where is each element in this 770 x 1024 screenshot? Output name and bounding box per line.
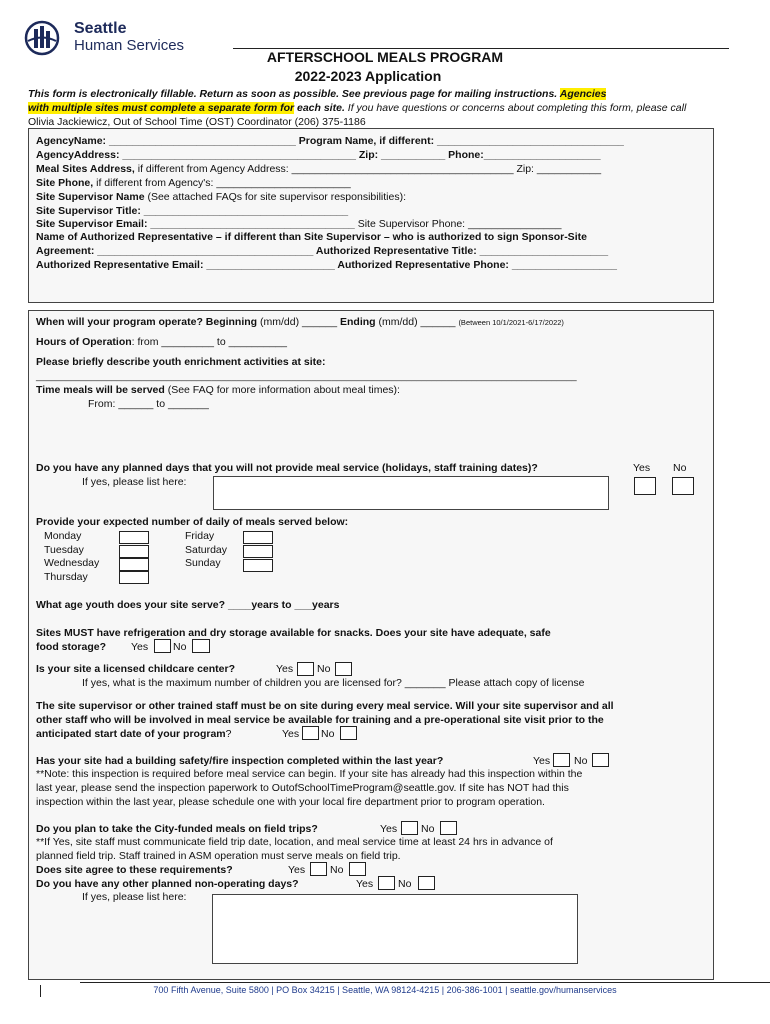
licensed-no-label: No (317, 663, 331, 675)
authorized-rep-field[interactable]: Agreement: _____________________________________ Authorized Representative Title: ______________________ (36, 245, 609, 257)
form-subtitle: 2022-2023 Application (294, 68, 442, 84)
activities-input-line[interactable]: ____________________________________________________________________________________________________________ (36, 371, 577, 381)
fire-inspection-no-checkbox[interactable] (592, 753, 609, 767)
form-title: AFTERSCHOOL MEALS PROGRAM (266, 49, 504, 65)
storage-no-label: No (173, 641, 187, 653)
field-trip-no-label: No (421, 823, 435, 835)
site-supervisor-name-field[interactable]: Site Supervisor Name (See attached FAQs for site supervisor responsibilities): (36, 191, 406, 203)
footer-rule (80, 982, 770, 983)
activities-label: Please briefly describe youth enrichment activities at site: (36, 356, 326, 368)
field-trip-note-1: **If Yes, site staff must communicate field trip date, location, and meal service time at least 24 hrs in advance of (36, 836, 553, 848)
logo-line2: Human Services (74, 37, 185, 54)
licensed-yes-checkbox[interactable] (297, 662, 314, 676)
storage-yes-label: Yes (131, 641, 149, 653)
staff-training-no-checkbox[interactable] (340, 726, 357, 740)
hours-of-operation-field[interactable]: Hours of Operation: from _________ to __________ (36, 336, 287, 348)
field-trip-yes-checkbox[interactable] (401, 821, 418, 835)
storage-yes-checkbox[interactable] (154, 639, 171, 653)
agree-no-label: No (330, 864, 344, 876)
non-operating-no-checkbox[interactable] (418, 876, 435, 890)
field-trip-no-checkbox[interactable] (440, 821, 457, 835)
authorized-rep-contact-field[interactable]: Authorized Representative Email: ______________________ Authorized Representative Phone: __________________ (36, 259, 617, 271)
storage-question: Sites MUST have refrigeration and dry storage available for snacks. Does your site have adequate, safe (36, 627, 551, 639)
fire-inspection-note-3: inspection within the last year, please schedule one with your local fire department prior to program operation. (36, 796, 545, 808)
site-supervisor-contact-field[interactable]: Site Supervisor Email: ___________________________________ Site Supervisor Phone: ________________ (36, 218, 562, 230)
site-supervisor-title-field[interactable]: Site Supervisor Title: ___________________________________ (36, 205, 349, 217)
thursday-label: Thursday (44, 571, 88, 583)
intro-paragraph: This form is electronically fillable. Return as soon as possible. See previous page for mailing instructions. Agencies with multiple sites must complete a separate form for each site. If you have questions or concerns about completing this form, please call Olivia Jackiewicz, Out of School Time (OST) Coordinator (206) 375-1186 (28, 88, 687, 128)
monday-label: Monday (44, 530, 82, 542)
non-operating-days-question: Do you have any other planned non-operating days? (36, 878, 299, 890)
fire-inspection-no-label: No (574, 755, 588, 767)
planned-closure-yes-checkbox[interactable] (634, 477, 656, 495)
storage-no-checkbox[interactable] (192, 639, 210, 653)
agree-requirements-question: Does site agree to these requirements? (36, 864, 233, 876)
planned-closure-yes-label: Yes (633, 462, 651, 474)
licensed-question: Is your site a licensed childcare center? (36, 663, 236, 675)
monday-meals-input[interactable] (119, 531, 149, 544)
field-trip-question: Do you plan to take the City-funded meals on field trips? (36, 823, 318, 835)
fire-inspection-yes-label: Yes (533, 755, 551, 767)
non-operating-yes-checkbox[interactable] (378, 876, 395, 890)
agree-yes-label: Yes (288, 864, 306, 876)
planned-closure-list-label: If yes, please list here: (82, 476, 187, 488)
licensed-capacity-field[interactable]: If yes, what is the maximum number of children you are licensed for? _______ Please attach copy of license (82, 677, 585, 689)
planned-closure-no-checkbox[interactable] (672, 477, 694, 495)
meal-times-label: Time meals will be served (See FAQ for more information about meal times): (36, 384, 400, 396)
licensed-no-checkbox[interactable] (335, 662, 352, 676)
logo-line1: Seattle (74, 20, 127, 37)
staff-training-yes-checkbox[interactable] (302, 726, 319, 740)
fire-inspection-yes-checkbox[interactable] (553, 753, 570, 767)
agency-address-field[interactable]: AgencyAddress: ________________________________________ Zip: ___________ Phone:____________________ (36, 149, 601, 161)
storage-question-cont: food storage? (36, 641, 106, 653)
fire-inspection-note-1: **Note: this inspection is required before meal service can begin. If your site has already had this inspection within the (36, 768, 583, 780)
non-operating-no-label: No (398, 878, 412, 890)
staff-training-question-3: anticipated start date of your program? (36, 728, 232, 740)
staff-training-question: The site supervisor or other trained staff must be on site during every meal service. Will your site supervisor and all (36, 700, 614, 712)
sunday-meals-input[interactable] (243, 559, 273, 572)
staff-training-yes-label: Yes (282, 728, 300, 740)
licensed-yes-label: Yes (276, 663, 294, 675)
saturday-meals-input[interactable] (243, 545, 273, 558)
field-trip-yes-label: Yes (380, 823, 398, 835)
footer-address: 700 Fifth Avenue, Suite 5800 | PO Box 34215 | Seattle, WA 98124-4215 | 206-386-1001 | seattle.gov/humanservices (153, 985, 617, 995)
staff-training-no-label: No (321, 728, 335, 740)
fire-inspection-question: Has your site had a building safety/fire inspection completed within the last year? (36, 755, 444, 767)
planned-closure-no-label: No (673, 462, 687, 474)
age-range-field[interactable]: What age youth does your site serve? ____years to ___years (36, 599, 340, 611)
authorized-rep-label: Name of Authorized Representative – if different than Site Supervisor – who is authorized to sign Sponsor-Site (36, 231, 587, 243)
thursday-meals-input[interactable] (119, 571, 149, 584)
friday-label: Friday (185, 530, 215, 542)
fire-inspection-note-2: last year, please send the inspection paperwork to OutofSchoolTimeProgram@seattle.gov. If site has NOT had this (36, 782, 569, 794)
expected-meals-label: Provide your expected number of daily of meals served below: (36, 516, 349, 528)
agree-yes-checkbox[interactable] (310, 862, 327, 876)
meal-site-address-field[interactable]: Meal Sites Address, if different from Agency Address: ______________________________________ Zip: ___________ (36, 163, 602, 175)
field-trip-note-2: planned field trip. Staff trained in ASM operation must serve meals on field trip. (36, 850, 401, 862)
agency-name-field[interactable]: AgencyName: ________________________________ Program Name, if different: ________________________________ (36, 135, 624, 147)
meal-times-field[interactable]: From: ______ to _______ (88, 398, 209, 410)
non-operating-list-label: If yes, please list here: (82, 891, 187, 903)
wednesday-meals-input[interactable] (119, 558, 149, 571)
tuesday-meals-input[interactable] (119, 545, 149, 558)
planned-closure-list-input[interactable] (213, 476, 609, 510)
staff-training-question-2: other staff who will be involved in meal service be available for training and a pre-operational site visit prior to the (36, 714, 604, 726)
non-operating-list-input[interactable] (212, 894, 578, 964)
friday-meals-input[interactable] (243, 531, 273, 544)
non-operating-yes-label: Yes (356, 878, 374, 890)
planned-closure-question: Do you have any planned days that you will not provide meal service (holidays, staff training dates)? (36, 462, 538, 474)
sunday-label: Sunday (185, 557, 221, 569)
tuesday-label: Tuesday (44, 544, 84, 556)
agree-no-checkbox[interactable] (349, 862, 366, 876)
operate-dates-field[interactable]: When will your program operate? Beginning (mm/dd) ______ Ending (mm/dd) ______ (Between 10/1/2021-6/17/2022) (36, 316, 564, 328)
saturday-label: Saturday (185, 544, 228, 556)
site-phone-field[interactable]: Site Phone, if different from Agency's: _______________________ (36, 177, 351, 189)
wednesday-label: Wednesday (44, 557, 100, 569)
